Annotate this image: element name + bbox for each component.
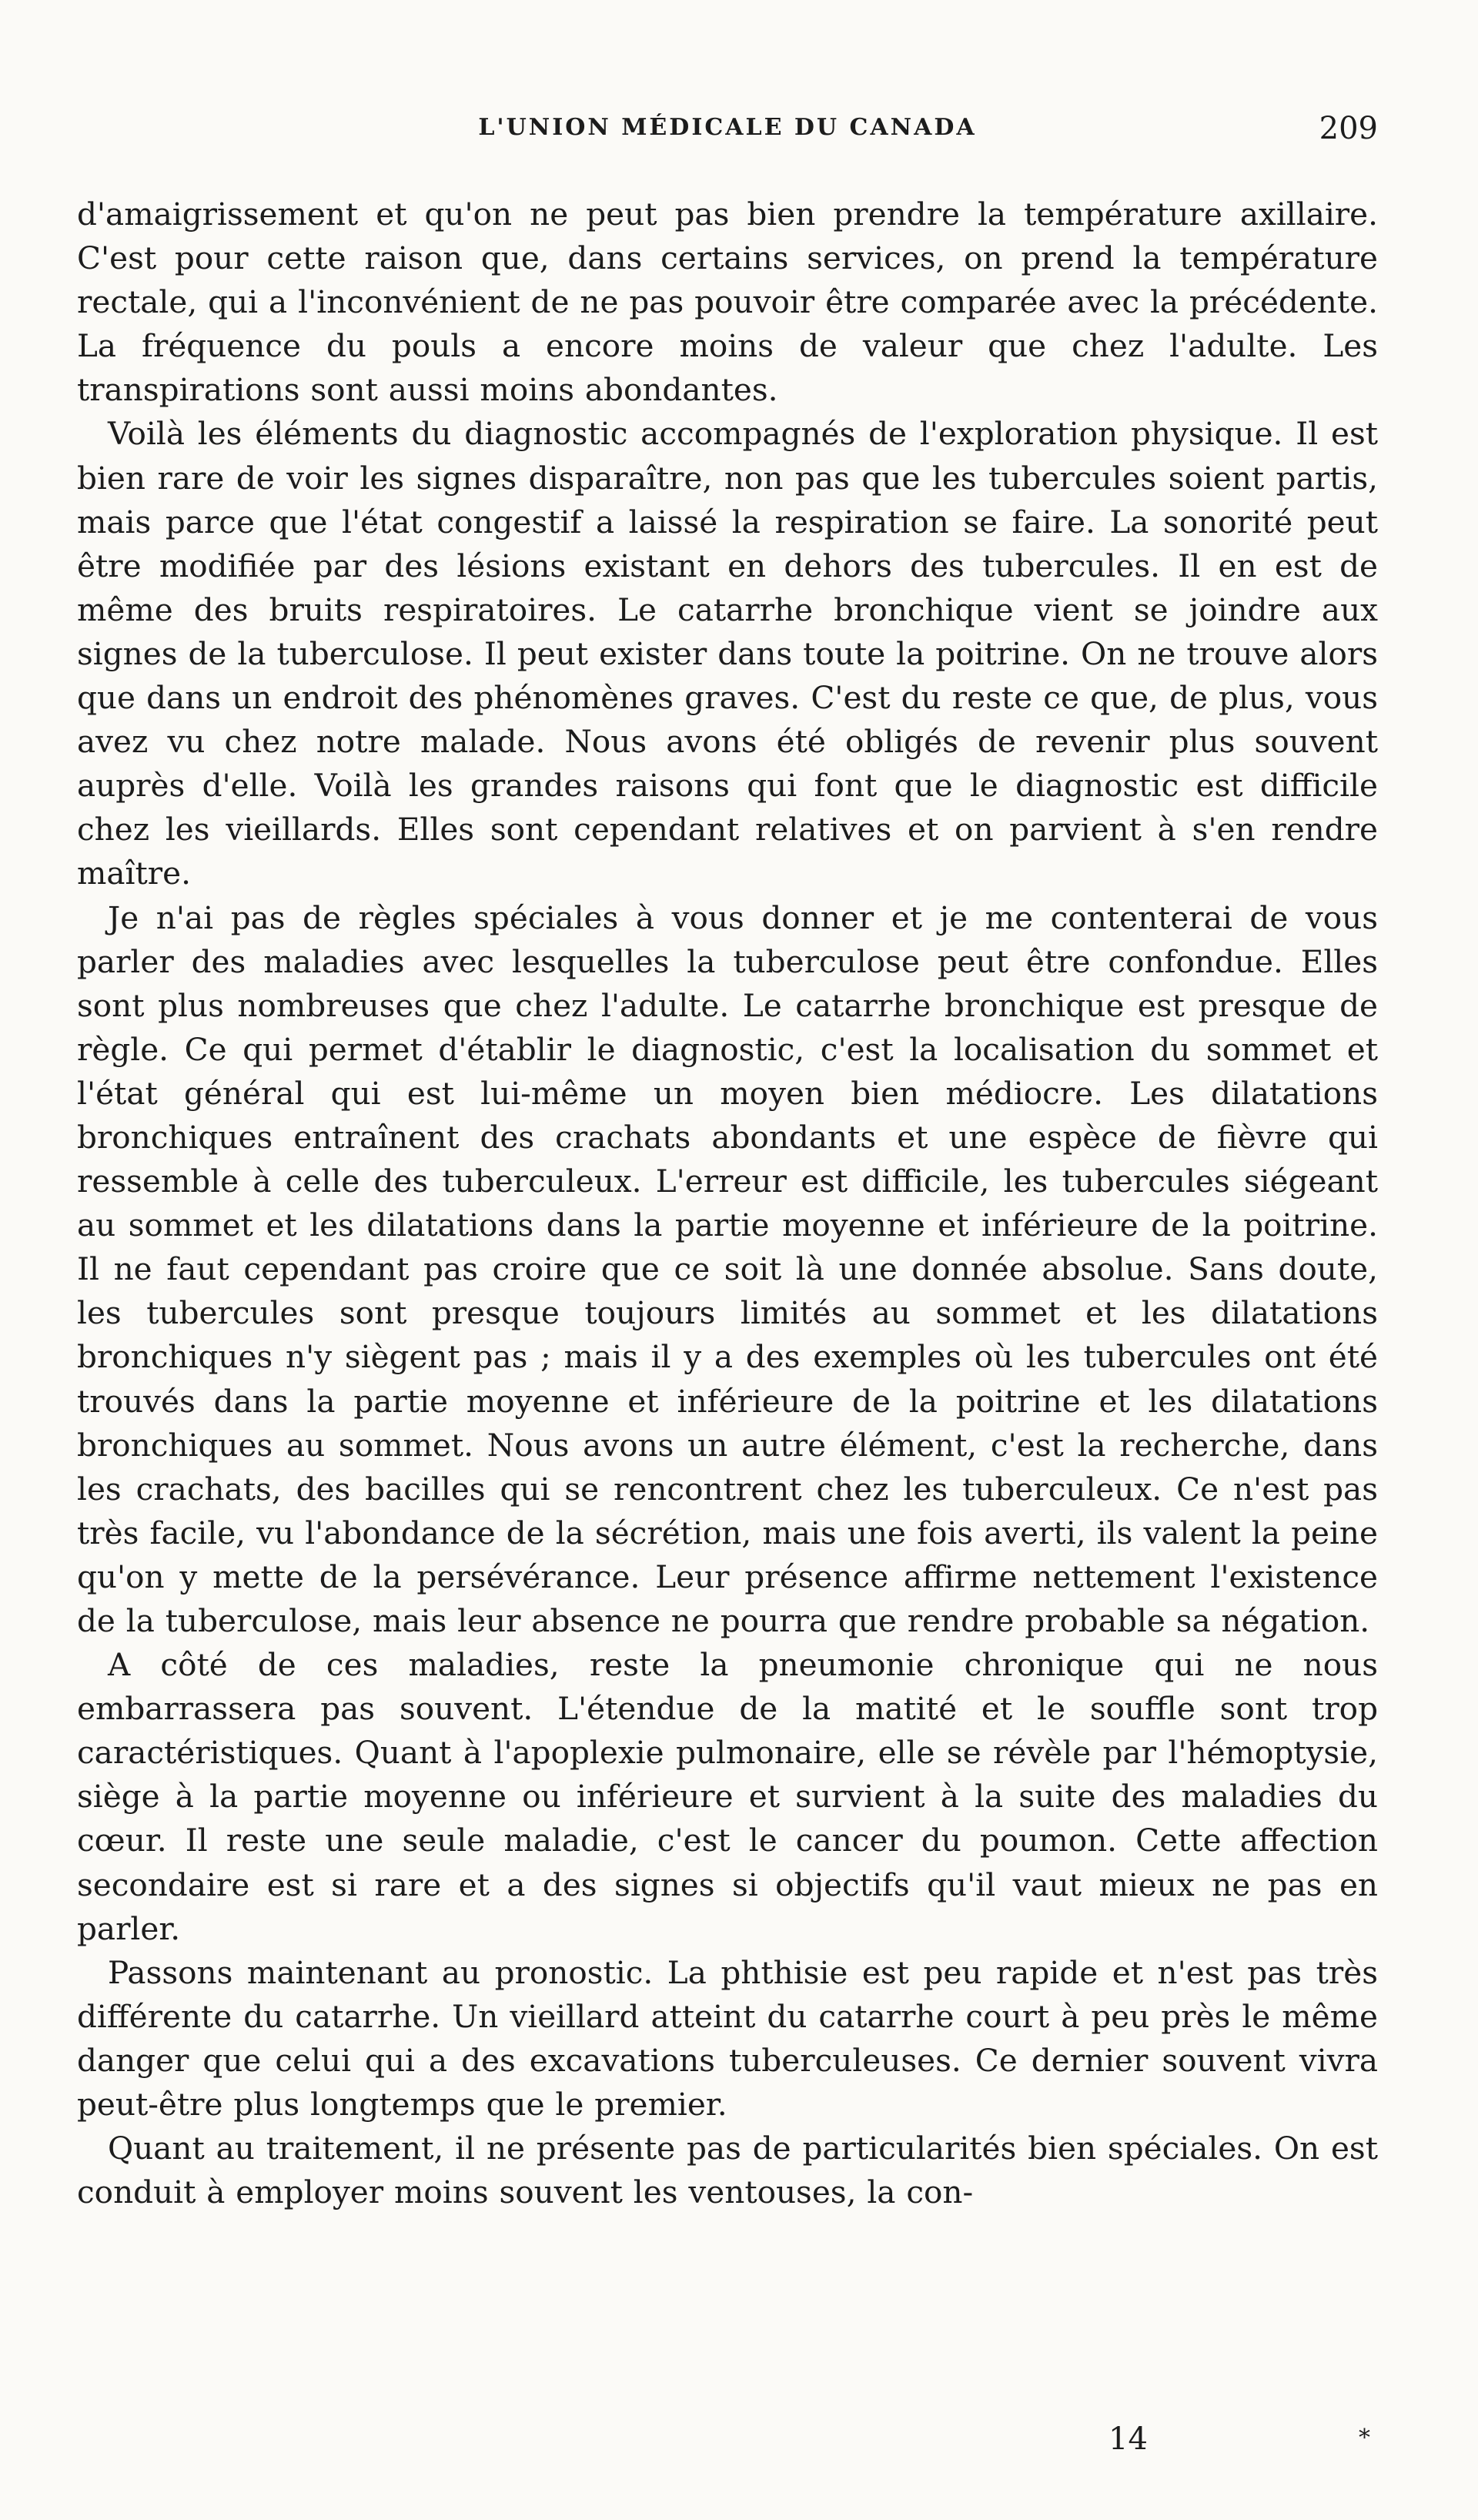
page-number: 209 xyxy=(1319,111,1378,146)
paragraph: A côté de ces maladies, reste la pneumonie chronique qui ne nous embarrassera pas souvent. L'étendue de la matité et le souffle sont trop caractéristiques. Quant à l'apoplexie pulmonaire, elle se révèle par l'hémoptysie, siège à la partie moyenne ou inférieure et survient à la suite des maladies du cœur. Il reste une seule maladie, c'est le cancer du poumon. Cette affection secondaire est si rare et a des signes si objectifs qu'il vaut mieux ne pas en parler. xyxy=(77,1646,1378,1947)
paragraph: Voilà les éléments du diagnostic accompagnés de l'exploration physique. Il est bien rare de voir les signes disparaître, non pas que les tubercules soient partis, mais parce que l'état congestif a laissé la respiration se faire. La sonorité peut être modifiée par des lésions existant en dehors des tubercules. Il en est de même des bruits respiratoires. Le catarrhe bronchique vient se joindre aux signes de la tuberculose. Il peut exister dans toute la poitrine. On ne trouve alors que dans un endroit des phénomènes graves. C'est du reste ce que, de plus, vous avez vu chez notre malade. Nous avons été obligés de revenir plus souvent auprès d'elle. Voilà les grandes raisons qui font que le diagnostic est difficile chez les vieillards. Elles sont cependant relatives et on parvient à s'en rendre maître. xyxy=(77,415,1378,892)
paragraph: Quant au traitement, il ne présente pas de particularités bien spéciales. On est conduit à employer moins souvent les ventouses, la con- xyxy=(77,2130,1378,2211)
paragraph: d'amaigrissement et qu'on ne peut pas bien prendre la température axillaire. C'est pour cette raison que, dans certains services, on prend la température rectale, qui a l'inconvénient de ne pas pouvoir être comparée avec la précédente. La fréquence du pouls a encore moins de valeur que chez l'adulte. Les transpirations sont aussi moins abondantes. xyxy=(77,196,1378,409)
paragraph: Passons maintenant au pronostic. La phthisie est peu rapide et n'est pas très différente du catarrhe. Un vieillard atteint du catarrhe court à peu près le même danger que celui qui a des excavations tuberculeuses. Ce dernier souvent vivra peut-être plus longtemps que le premier. xyxy=(77,1953,1378,2123)
asterisk-mark: * xyxy=(1359,2425,1370,2451)
running-head xyxy=(77,111,1378,160)
signature-mark xyxy=(1108,2421,1370,2468)
paragraph: Je n'ai pas de règles spéciales à vous donner et je me contenterai de vous parler des maladies avec lesquelles la tuberculose peut être confondue. Elles sont plus nombreuses que chez l'adulte. Le catarrhe bronchique est presque de règle. Ce qui permet d'établir le diagnostic, c'est la localisation du sommet et l'état général qui est lui-même un moyen bien médiocre. Les dilatations bronchiques entraînent des crachats abondants et une espèce de fièvre qui ressemble à celle des tuberculeux. L'erreur est difficile, les tubercules siégeant au sommet et les dilatations dans la partie moyenne et inférieure de la poitrine. Il ne faut cependant pas croire que ce soit là une donnée absolue. Sans doute, les tubercules sont presque toujours limités au sommet et les dilatations bronchiques n'y siègent pas ; mais il y a des exemples où les tubercules ont été trouvés dans la partie moyenne et inférieure de la poitrine et les dilatations bronchiques au sommet. Nous avons un autre élément, c'est la recherche, dans les crachats, des bacilles qui se rencontrent chez les tuberculeux. Ce n'est pas très facile, vu l'abondance de la sécrétion, mais une fois averti, ils valent la peine qu'on y mette de la persévérance. Leur présence affirme nettement l'existence de la tuberculose, mais leur absence ne pourra que rendre probable sa négation. xyxy=(77,899,1378,1639)
running-title: L'UNION MÉDICALE DU CANADA xyxy=(478,114,977,141)
body-text xyxy=(77,192,1378,2214)
signature-number: 14 xyxy=(1108,2421,1148,2457)
